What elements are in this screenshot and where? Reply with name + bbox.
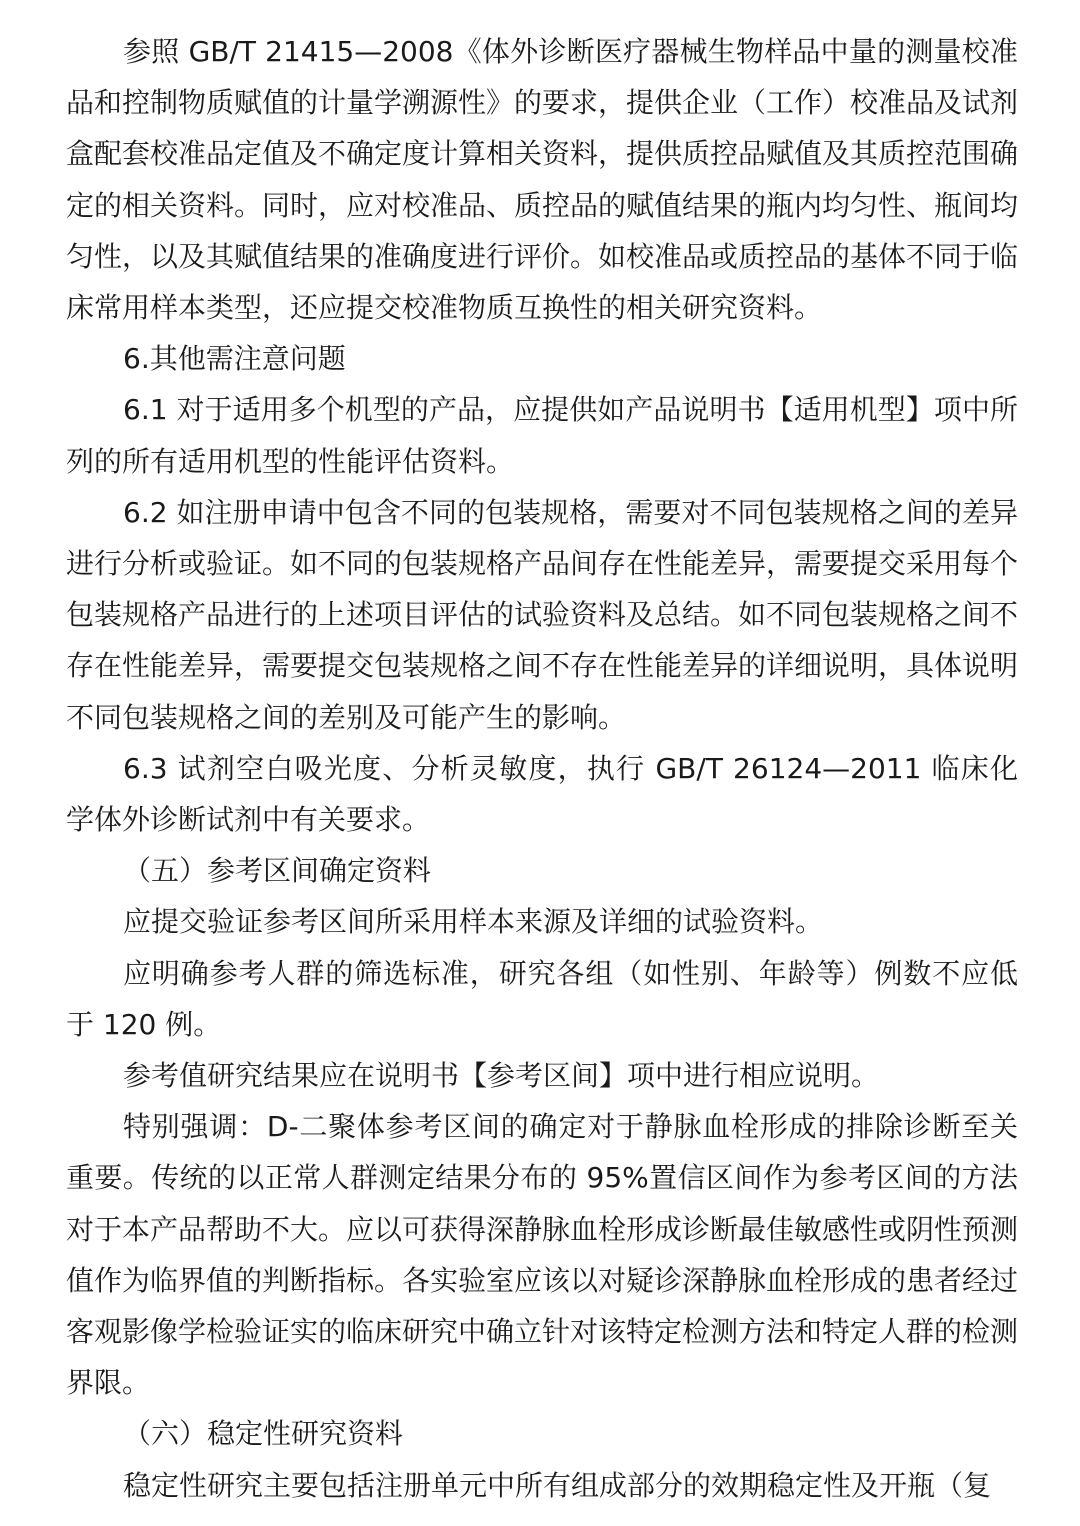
paragraph-6-1-applicable-models: 6.1 对于适用多个机型的产品，应提供如产品说明书【适用机型】项中所列的所有适用机型的性能评估资料。 [66,393,1018,478]
paragraph-stability-intro: 稳定性研究主要包括注册单元中所有组成部分的效期稳定性及开瓶（复 [123,1468,992,1502]
heading-other-issues: 6.其他需注意问题 [123,342,346,376]
paragraph-reference-results: 参考值研究结果应在说明书【参考区间】项中进行相应说明。 [123,1059,880,1093]
paragraph-6-2-package-specifications: 6.2 如注册申请中包含不同的包装规格，需要对不同包装规格之间的差异进行分析或验证。如不同的包装规格产品间存在性能差异，需要提交采用每个包装规格产品进行的上述项目评估的试验资料及总结。如不同包装规格之间不存在性能差异，需要提交包装规格之间不存在性能差异的详细说明，具体说明不同包装规格之间的差别及可能产生的影响。 [66,495,1019,734]
heading-reference-interval: （五）参考区间确定资料 [123,854,432,888]
paragraph-6-3-reagent-blank: 6.3 试剂空白吸光度、分析灵敏度，执行 GB/T 26124—2011 临床化学体外诊断试剂中有关要求。 [66,751,1018,837]
paragraph-special-emphasis: 特别强调：D-二聚体参考区间的确定对于静脉血栓形成的排除诊断至关重要。传统的以正常人群测定结果分布的 95%置信区间作为参考区间的方法对于本产品帮助不大。应以可获得深静脉血栓形成诊断最佳敏感性或阴性预测值作为临界值的判断指标。各实验室应该以对疑诊深静脉血栓形成的患者经过客观影像学检验证实的临床研究中确立针对该特定检测方法和特定人群的检测界限。 [66,1110,1019,1400]
paragraph-reference-population: 应明确参考人群的筛选标准，研究各组（如性别、年龄等）例数不应低于 120 例。 [66,956,1018,1041]
paragraph-reference-interval-samples: 应提交验证参考区间所采用样本来源及详细的试验资料。 [123,905,824,939]
paragraph-calibrator-traceability: 参照 GB/T 21415—2008《体外诊断医疗器械生物样品中量的测量校准品和控制物质赋值的计量学溯源性》的要求，提供企业（工作）校准品及试剂盒配套校准品定值及不确定度计算相关资料，提供质控品赋值及其质控范围确定的相关资料。同时，应对校准品、质控品的赋值结果的瓶内均匀性、瓶间均匀性，以及其赋值结果的准确度进行评价。如校准品或质控品的基体不同于临床常用样本类型，还应提交校准物质互换性的相关研究资料。 [66,35,1019,325]
heading-stability-study: （六）稳定性研究资料 [123,1417,404,1451]
